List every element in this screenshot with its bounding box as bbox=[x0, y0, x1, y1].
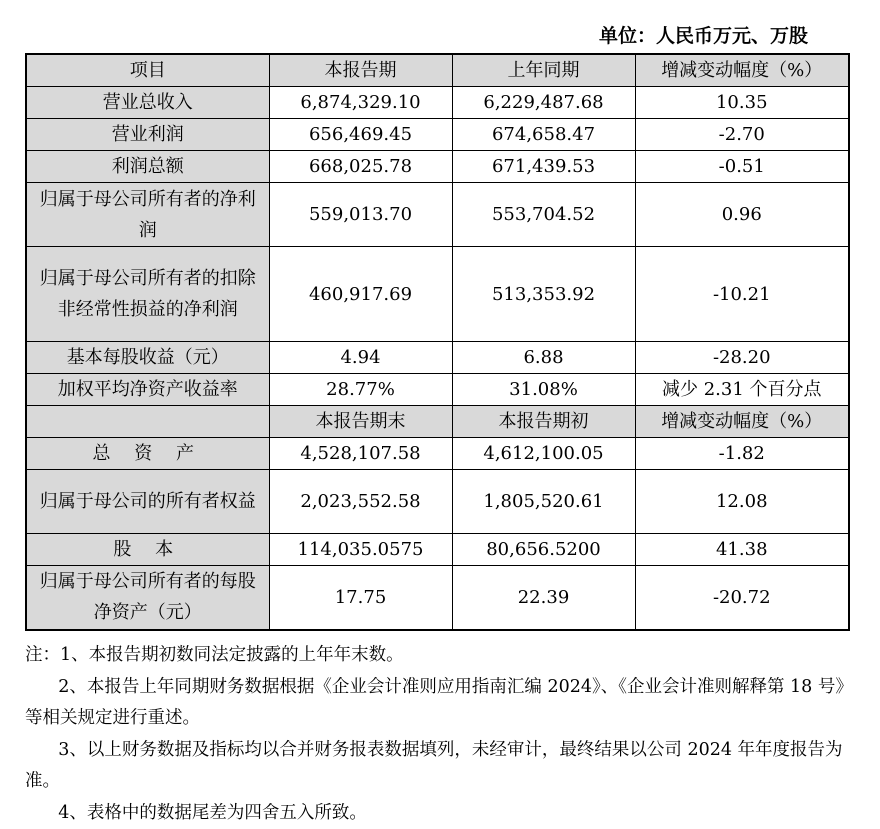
cell-current: 460,917.69 bbox=[269, 247, 452, 342]
cell-prior: 6.88 bbox=[452, 342, 635, 374]
note-4: 4、表格中的数据尾差为四舍五入所致。 bbox=[25, 798, 855, 829]
table-header-row bbox=[26, 54, 849, 87]
table-row bbox=[26, 87, 849, 119]
row-label: 归属于母公司所有者的净利润 bbox=[26, 183, 269, 247]
note-2: 2、本报告上年同期财务数据根据《企业会计准则应用指南汇编 2024》、《企业会计准则解释第 18 号》等相关规定进行重述。 bbox=[25, 672, 855, 735]
row-label: 营业利润 bbox=[26, 119, 269, 151]
row-label: 归属于母公司所有者的每股净资产（元） bbox=[26, 566, 269, 630]
cell-prior: 22.39 bbox=[452, 566, 635, 630]
row-label: 归属于母公司所有者的扣除非经常性损益的净利润 bbox=[26, 247, 269, 342]
subheader-period-end: 本报告期末 bbox=[269, 406, 452, 438]
note-3: 3、以上财务数据及指标均以合并财务报表数据填列，未经审计，最终结果以公司 2024 年年度报告为准。 bbox=[25, 735, 855, 798]
subheader-item bbox=[26, 406, 269, 438]
cell-current: 656,469.45 bbox=[269, 119, 452, 151]
table-row bbox=[26, 119, 849, 151]
cell-prior: 671,439.53 bbox=[452, 151, 635, 183]
financial-table bbox=[25, 53, 850, 631]
cell-change: -0.51 bbox=[635, 151, 849, 183]
unit-label: 单位：人民币万元、万股 bbox=[599, 22, 839, 50]
row-label: 总 资 产 bbox=[26, 438, 269, 470]
header-change: 增减变动幅度（%） bbox=[635, 54, 849, 87]
cell-current: 4,528,107.58 bbox=[269, 438, 452, 470]
table-row bbox=[26, 247, 849, 342]
cell-change: 10.35 bbox=[635, 87, 849, 119]
cell-current: 6,874,329.10 bbox=[269, 87, 452, 119]
cell-current: 4.94 bbox=[269, 342, 452, 374]
cell-change: 41.38 bbox=[635, 534, 849, 566]
cell-current: 114,035.0575 bbox=[269, 534, 452, 566]
cell-prior: 31.08% bbox=[452, 374, 635, 406]
note-1: 注：1、本报告期初数同法定披露的上年年末数。 bbox=[25, 640, 855, 672]
row-label: 归属于母公司的所有者权益 bbox=[26, 470, 269, 534]
cell-change: 减少 2.31 个百分点 bbox=[635, 374, 849, 406]
cell-change: 12.08 bbox=[635, 470, 849, 534]
table-row bbox=[26, 374, 849, 406]
cell-change: -10.21 bbox=[635, 247, 849, 342]
table-row bbox=[26, 183, 849, 247]
notes-section bbox=[25, 640, 855, 829]
table-row bbox=[26, 534, 849, 566]
cell-prior: 513,353.92 bbox=[452, 247, 635, 342]
header-current-period: 本报告期 bbox=[269, 54, 452, 87]
cell-prior: 6,229,487.68 bbox=[452, 87, 635, 119]
cell-prior: 1,805,520.61 bbox=[452, 470, 635, 534]
cell-current: 668,025.78 bbox=[269, 151, 452, 183]
cell-change: -2.70 bbox=[635, 119, 849, 151]
cell-current: 17.75 bbox=[269, 566, 452, 630]
header-item: 项目 bbox=[26, 54, 269, 87]
row-label: 利润总额 bbox=[26, 151, 269, 183]
row-label: 股 本 bbox=[26, 534, 269, 566]
cell-change: -20.72 bbox=[635, 566, 849, 630]
table-row bbox=[26, 342, 849, 374]
table-subheader-row bbox=[26, 406, 849, 438]
row-label: 营业总收入 bbox=[26, 87, 269, 119]
cell-change: 0.96 bbox=[635, 183, 849, 247]
cell-prior: 80,656.5200 bbox=[452, 534, 635, 566]
cell-prior: 4,612,100.05 bbox=[452, 438, 635, 470]
table-row bbox=[26, 470, 849, 534]
cell-current: 559,013.70 bbox=[269, 183, 452, 247]
cell-change: -1.82 bbox=[635, 438, 849, 470]
header-prior-period: 上年同期 bbox=[452, 54, 635, 87]
table-row bbox=[26, 151, 849, 183]
cell-current: 28.77% bbox=[269, 374, 452, 406]
row-label: 基本每股收益（元） bbox=[26, 342, 269, 374]
cell-change: -28.20 bbox=[635, 342, 849, 374]
subheader-period-start: 本报告期初 bbox=[452, 406, 635, 438]
cell-prior: 674,658.47 bbox=[452, 119, 635, 151]
table-row bbox=[26, 566, 849, 630]
row-label: 加权平均净资产收益率 bbox=[26, 374, 269, 406]
table-row bbox=[26, 438, 849, 470]
subheader-change: 增减变动幅度（%） bbox=[635, 406, 849, 438]
cell-prior: 553,704.52 bbox=[452, 183, 635, 247]
cell-current: 2,023,552.58 bbox=[269, 470, 452, 534]
